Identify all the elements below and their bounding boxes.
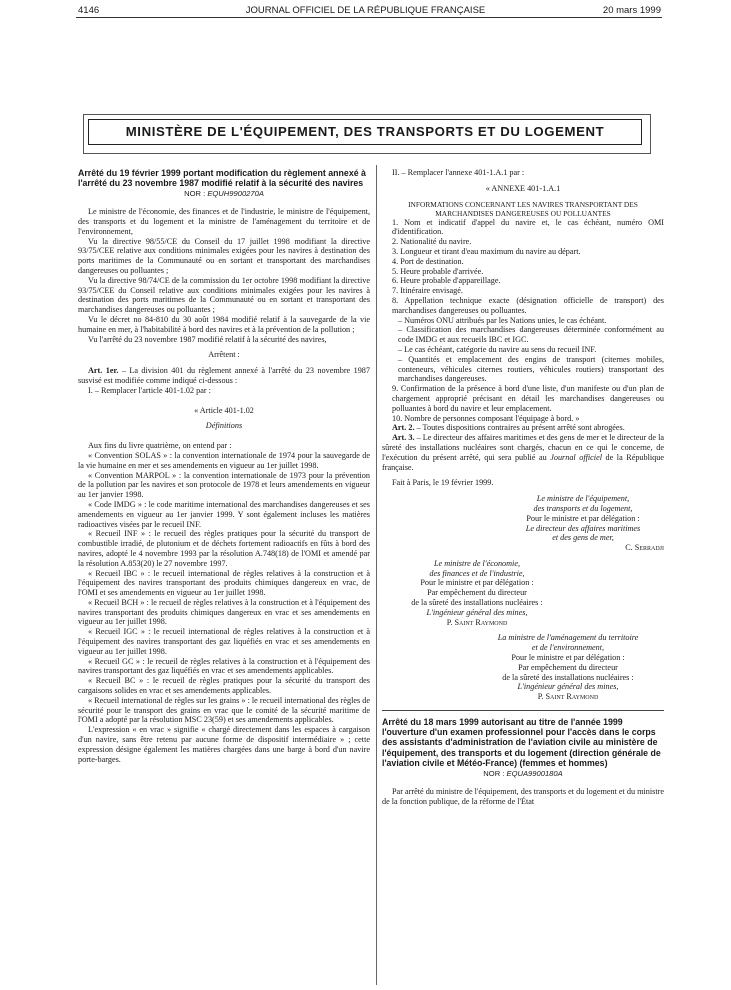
decree2-nor (382, 769, 664, 779)
left-column (78, 168, 370, 764)
sig1-line2: des transports et du logement, (533, 503, 633, 513)
visa-3: Vu le décret no 84-810 du 30 août 1984 modifié relatif à la sauvegarde de la vie humaine en mer, à l'habitabilité à bord des navires et à la prévention de la pollution ; (78, 314, 370, 334)
definition-item: « Recueil BC » : le recueil de règles pratiques pour la sécurité du transport des cargaisons solides en vrac et ses amendements applicables. (78, 676, 370, 696)
signature-block-2 (382, 559, 572, 628)
annexe-item: 3. Longueur et tirant d'eau maximum du navire au départ. (392, 246, 581, 256)
decree1-title: Arrêté du 19 février 1999 portant modification du règlement annexé à l'arrêté du 23 novembre 1987 modifié relatif à la sécurité des navires (78, 168, 366, 189)
decree2-body: Par arrêté du ministre de l'équipement, des transports et du logement et du ministre de la fonction publique, de la réforme de l'État (382, 786, 664, 806)
annexe-subitem: – Le cas échéant, catégorie du navire au sens du recueil INF. (398, 344, 597, 354)
sig2-line5: de la sûreté des installations nucléaires : (411, 598, 543, 608)
column-divider (376, 165, 377, 985)
signature-block-1 (382, 494, 664, 553)
sig1-line5: et des gens de mer, (552, 533, 614, 543)
annexe-item: 10. Nombre de personnes composant l'équipage à bord. » (392, 413, 580, 423)
arretent: Arrêtent : (208, 350, 240, 360)
sig3-name: P. Saint Raymond (537, 692, 599, 702)
definition-item: L'expression « en vrac » signifie « chargé directement dans les espaces à cargaison d'un navire, sans être retenu par aucune forme de dispositif intermédiaire » ; cette expression désigne également les matières chargées dans une barge à bord d'un navire porte-barges. (78, 725, 370, 764)
sig1-line1: Le ministre de l'équipement, (536, 494, 630, 504)
sig2-line4: Par empêchement du directeur (427, 588, 527, 598)
art1-text: – La division 401 du règlement annexé à l'arrêté du 23 novembre 1987 susvisé est modifiée comme indiqué ci-dessous : (78, 366, 370, 385)
right-column (382, 168, 664, 806)
item-II: II. – Remplacer l'annexe 401-1.A.1 par : (392, 168, 525, 177)
sig3-line1: La ministre de l'aménagement du territoire (497, 633, 639, 643)
decree-separator (382, 710, 664, 711)
art3-text-b: de la République française. (382, 452, 664, 472)
annexe-item: 8. Appellation technique exacte (désignation officielle de transport) des marchandises dangereuses ou polluantes. (392, 295, 664, 315)
art3-text-a: – Le directeur des affaires maritimes et des gens de mer et le directeur de la sûreté des installations nucléaires sont chargés, chacun en ce qui le concerne, de l'exécution du présent arrêté, qui sera publié au (382, 433, 664, 462)
annexe-title: « ANNEXE 401-1.A.1 (485, 183, 561, 193)
annexe-subitem: – Quantités et emplacement des engins de transport (citernes mobiles, conteneurs, véhicules citernes routiers, véhicules routiers) transportant des marchandises dangereuses. (398, 354, 664, 384)
article-ref: « Article 401-1.02 (194, 405, 254, 415)
sig1-name: C. Serradji (625, 543, 664, 553)
annexe-item: 6. Heure probable d'appareillage. (392, 276, 501, 286)
decree1-nor (78, 189, 370, 199)
decree1-intro: Le ministre de l'économie, des finances et de l'industrie, le ministre de l'équipement, des transports et du logement et la ministre de l'aménagement du territoire et de l'environnement, (78, 207, 370, 236)
journal-title: JOURNAL OFFICIEL DE LA RÉPUBLIQUE FRANÇAISE (245, 5, 486, 16)
sig3-line5: de la sûreté des installations nucléaires : (502, 672, 634, 682)
sig2-line2: des finances et de l'industrie, (429, 568, 525, 578)
article-2 (382, 423, 664, 433)
annexe-item: 4. Port de destination. (392, 256, 464, 266)
fait-a-paris: Fait à Paris, le 19 février 1999. (392, 478, 494, 488)
art2-text: – Toutes dispositions contraires au présent arrêté sont abrogées. (414, 423, 625, 433)
visa-4: Vu l'arrêté du 23 novembre 1987 modifié relatif à la sécurité des navires, (88, 334, 327, 344)
definitions-intro: Aux fins du livre quatrième, on entend par : (88, 441, 232, 451)
annexe-item: 2. Nationalité du navire. (392, 237, 472, 247)
annexe-subtitle: INFORMATIONS CONCERNANT LES NAVIRES TRANSPORTANT DES MARCHANDISES DANGEREUSES OU POLLUANTES (408, 199, 638, 218)
sig1-line3: Pour le ministre et par délégation : (526, 513, 640, 523)
issue-date: 20 mars 1999 (602, 5, 661, 16)
definition-item: « Recueil international de règles sur les grains » : le recueil international des règles de sécurité pour le transport des grains en vrac que le comité de la sécurité maritime de l'OMI a adopté par la résolution MSC 23(59) et ses amendements applicables. (78, 695, 370, 725)
sig2-line3: Pour le ministre et par délégation : (420, 578, 534, 588)
annexe-item: 5. Heure probable d'arrivée. (392, 266, 484, 276)
sig1-line4: Le directeur des affaires maritimes (525, 523, 641, 533)
art2-label: Art. 2. (392, 423, 415, 433)
nor-code: EQUH9900270A (207, 189, 264, 199)
item-I: I. – Remplacer l'article 401-1.02 par : (88, 385, 211, 395)
annexe-item: 9. Confirmation de la présence à bord d'une liste, d'un manifeste ou d'un plan de chargement approprié précisant en détail les marchandises dangereuses ou polluantes à bord du navire et leur emplacement. (392, 384, 664, 413)
decree2-title: Arrêté du 18 mars 1999 autorisant au titre de l'année 1999 l'ouverture d'un examen professionnel pour l'accès dans le corps des assistants d'administration de l'aviation civile au ministère de l'équipement, des transports et du logement (direction générale de l'aviation civile et Météo-France) (femmes et hommes) (382, 717, 661, 768)
ministry-banner: MINISTÈRE DE L'ÉQUIPEMENT, DES TRANSPORTS ET DU LOGEMENT (88, 119, 642, 145)
sig2-line6: L'ingénieur général des mines, (426, 607, 528, 617)
definition-item: « Convention MARPOL » : la convention internationale de 1973 pour la prévention de la pollution par les navires et son protocole de 1978 et leurs amendements en vigueur au 1er janvier 1998. (78, 470, 370, 500)
art1-label: Art. 1er. (88, 366, 119, 376)
annexe-subitem: – Classification des marchandises dangereuses déterminée conformément au code IMDG et aux recueils IBC et IGC. (398, 325, 664, 345)
annexe-item: 7. Itinéraire envisagé. (392, 286, 463, 296)
sig2-name: P. Saint Raymond (446, 617, 508, 627)
sig2-line1: Le ministre de l'économie, (433, 558, 521, 568)
definition-item: « Convention SOLAS » : la convention internationale de 1974 pour la sauvegarde de la vie humaine en mer et ses amendements en vigueur au 1er juillet 1998. (78, 450, 370, 470)
sig3-line2: et de l'environnement, (531, 643, 605, 653)
annexe-subitem: – Numéros ONU attribués par les Nations unies, le cas échéant. (398, 315, 607, 325)
signature-block-3 (382, 633, 664, 702)
visa-1: Vu la directive 98/55/CE du Conseil du 17 juillet 1998 modifiant la directive 93/75/CEE relative aux conditions minimales exigées pour les navires à destination des ports maritimes de la Communauté ou en sortant et transportant des marchandises dangereuses ou polluantes ; (78, 236, 370, 275)
nor-label: NOR : (483, 769, 505, 779)
art3-jo: Journal officiel (550, 452, 602, 462)
nor-label: NOR : (184, 189, 206, 199)
sig3-line3: Pour le ministre et par délégation : (511, 653, 625, 663)
sig3-line6: L'ingénieur général des mines, (517, 682, 619, 692)
visa-2: Vu la directive 98/74/CE de la commission du 1er octobre 1998 modifiant la directive 93/75/CEE du Conseil relative aux conditions minimales exigées pour les navires à destination des ports maritimes de la Communauté ou en sortant et transportant des marchandises dangereuses ou polluantes ; (78, 275, 370, 315)
article-1 (78, 366, 370, 386)
definition-item: « Code IMDG » : le code maritime international des marchandises dangereuses et ses amendements en vigueur au 1er janvier 1999. Y sont également incluses les matières radioactives visées par le recueil INF. (78, 499, 370, 529)
annexe-item: 1. Nom et indicatif d'appel du navire et, le cas échéant, numéro OMI d'identification. (392, 217, 664, 237)
art3-label: Art. 3. (392, 433, 415, 443)
definition-item: « Recueil IGC » : le recueil international de règles relatives à la construction et à l'équipement des navires transportant des gaz liquéfiés en vrac et ses amendements en vigueur au 1er juillet 1998. (78, 627, 370, 656)
definition-item: « Recueil INF » : le recueil des règles pratiques pour la sécurité du transport de combustible irradié, de plutonium et de déchets fortement radioactifs en fûts à bord des navires, adopté le 4 novembre 1993 par la résolution A.748(18) de l'OMI et amendé par la résolution A.853(20) le 27 novembre 1997. (78, 529, 370, 568)
header-rule (76, 17, 662, 18)
nor-code: EQUA9900180A (506, 769, 563, 779)
definition-item: « Recueil GC » : le recueil de règles relatives à la construction et à l'équipement des navires transportant des gaz liquéfiés en vrac et ses amendements applicables. (78, 656, 370, 676)
definition-item: « Recueil BCH » : le recueil de règles relatives à la construction et à l'équipement des navires transportant des produits chimiques dangereux en vrac et ses amendements en vigueur au 1er juillet 1998. (78, 597, 370, 627)
definitions-heading: Définitions (205, 421, 243, 431)
article-3 (382, 433, 664, 472)
definition-item: « Recueil IBC » : le recueil international de règles relatives à la construction et à l'équipement des navires transportant des produits chimiques dangereux en vrac, de l'OMI et ses amendements en vigueur au 1er juillet 1998. (78, 568, 370, 598)
page-number: 4146 (78, 5, 100, 16)
sig3-line4: Par empêchement du directeur (518, 662, 618, 672)
